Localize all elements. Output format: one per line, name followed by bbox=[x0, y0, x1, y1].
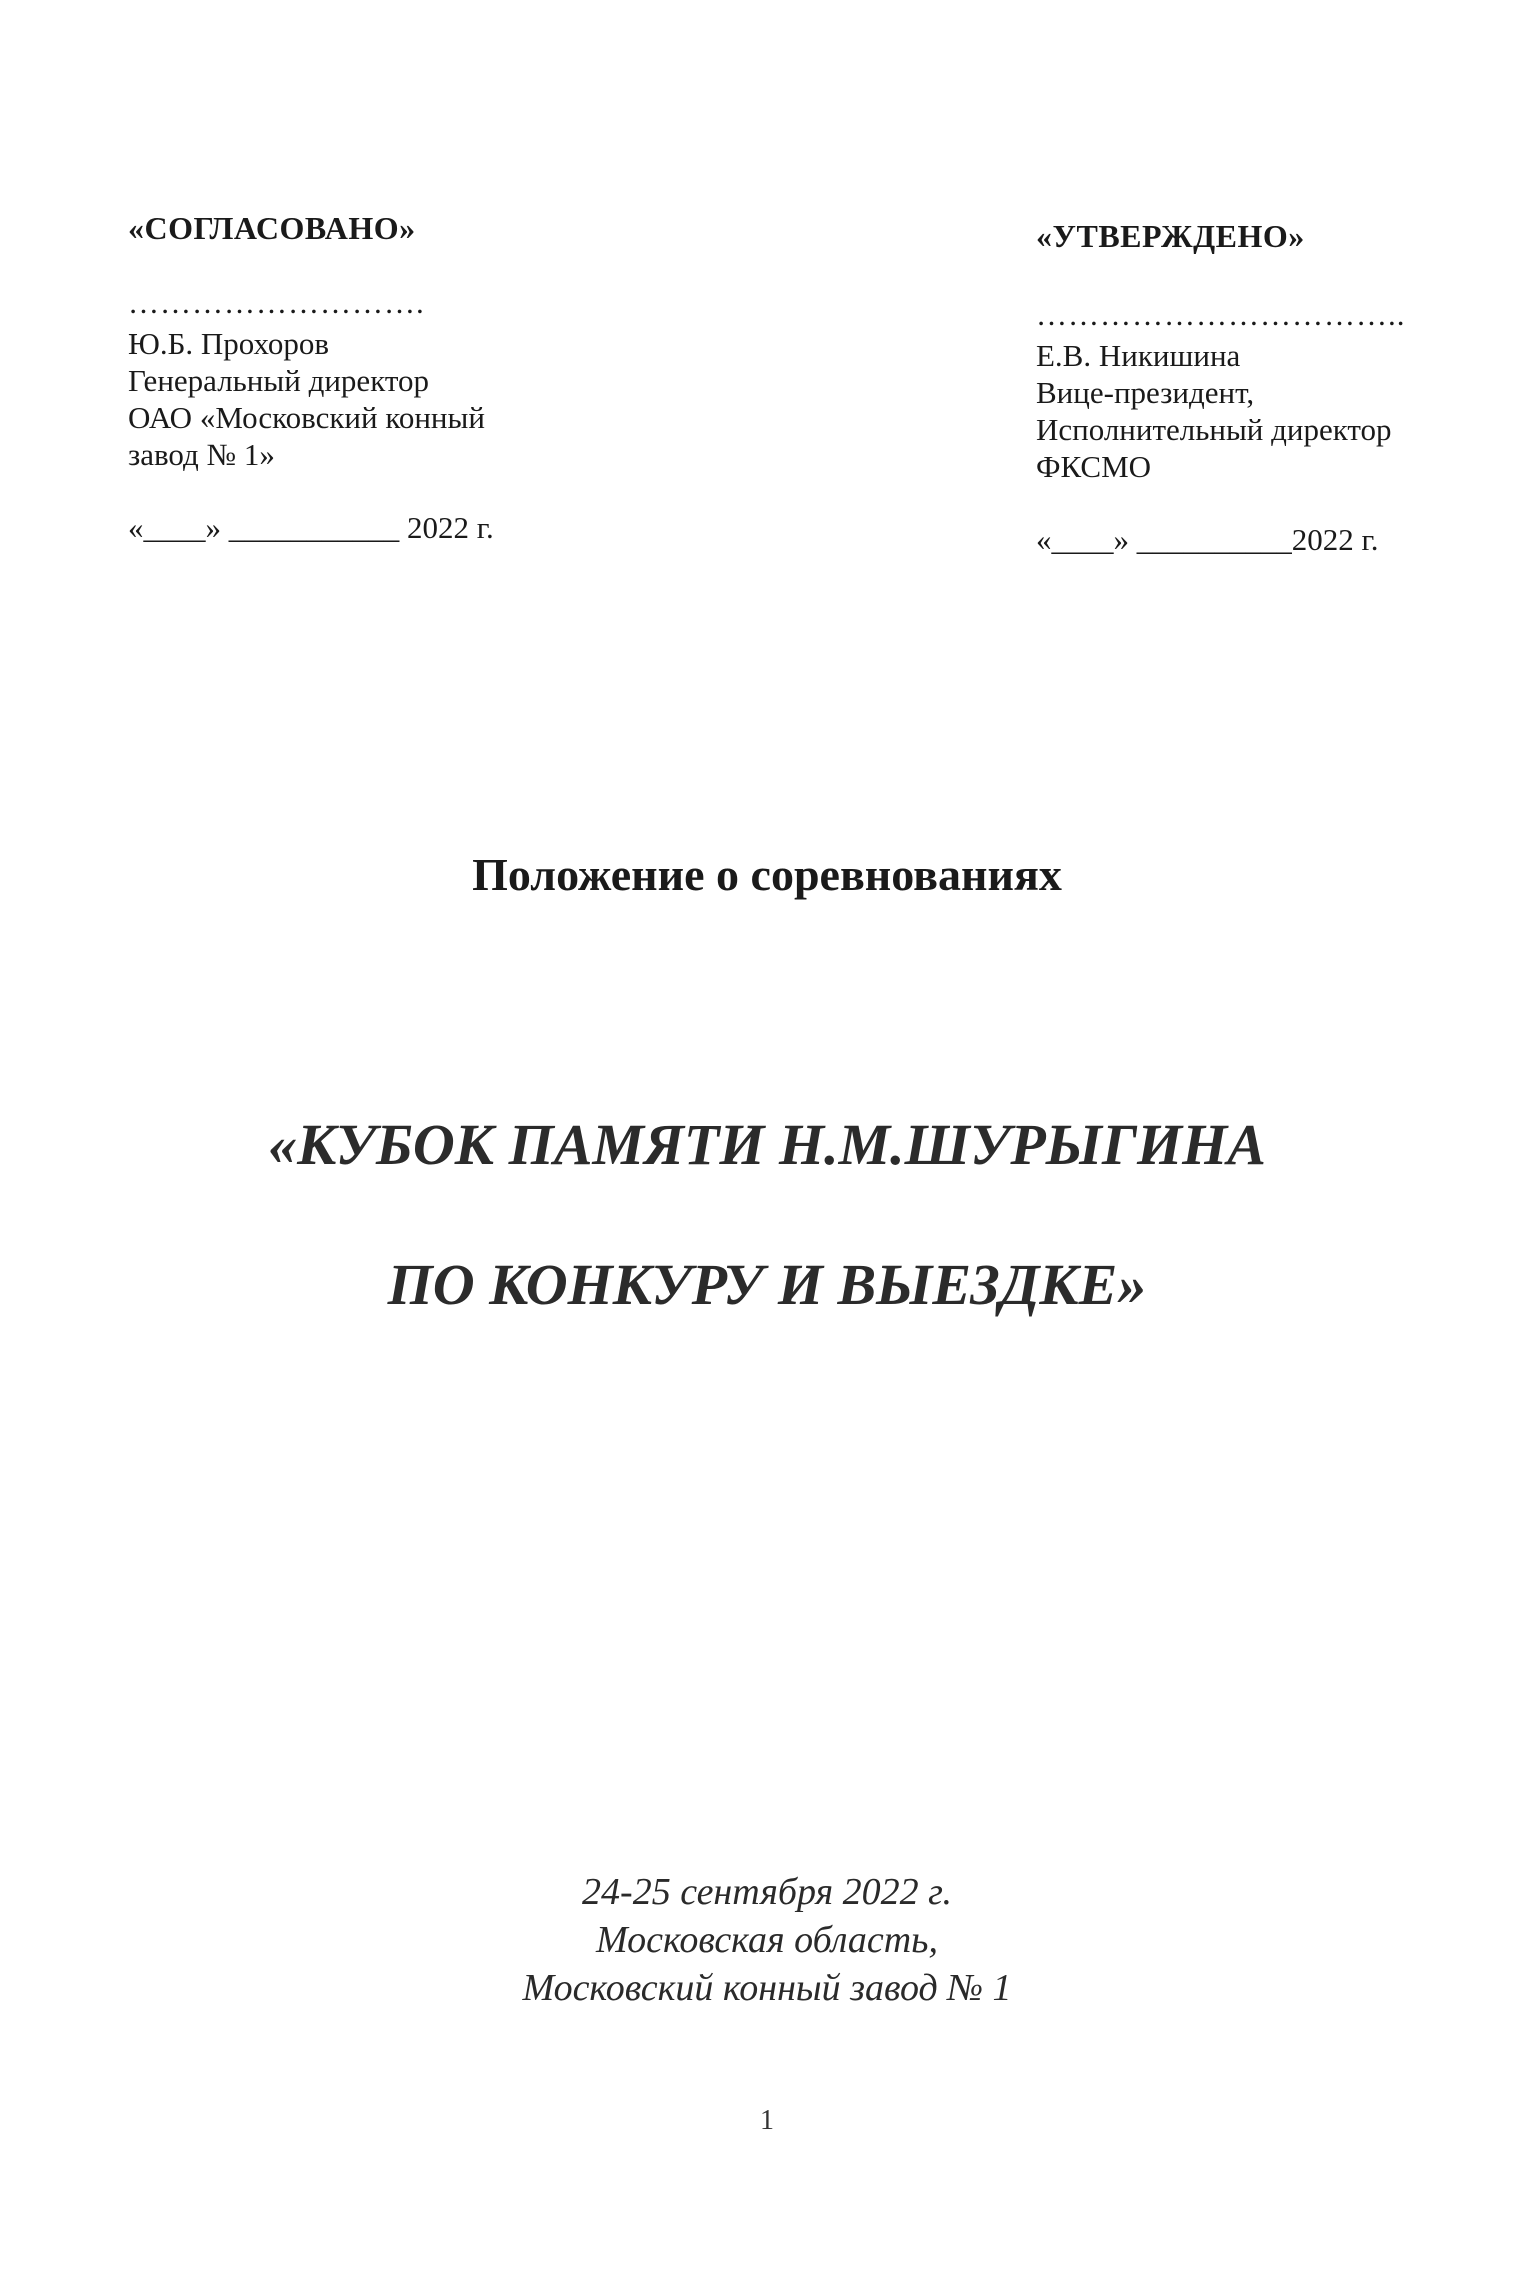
document-title: Положение о соревнованиях bbox=[472, 849, 1062, 900]
event-name-line: ПО КОНКУРУ И ВЫЕЗДКЕ» bbox=[387, 1252, 1147, 1317]
signatory-name: Ю.Б. Прохоров bbox=[128, 326, 329, 361]
approval-heading: «СОГЛАСОВАНО» bbox=[128, 210, 416, 246]
event-region: Московская область, bbox=[596, 1919, 938, 1961]
signatory-position-line: ФКСМО bbox=[1036, 449, 1152, 484]
signatory-position-line: ОАО «Московский конный bbox=[128, 400, 485, 435]
approval-date: «____» __________2022 г. bbox=[1036, 522, 1379, 557]
approval-heading: «УТВЕРЖДЕНО» bbox=[1036, 218, 1305, 254]
signature-line: ………………………. bbox=[128, 285, 425, 320]
signatory-position-line: Исполнительный директор bbox=[1036, 412, 1392, 447]
event-venue: Московский конный завод № 1 bbox=[522, 1967, 1012, 2009]
signatory-name: Е.В. Никишина bbox=[1036, 338, 1241, 373]
approval-block-approved bbox=[1036, 218, 1506, 558]
approval-block-agreed bbox=[128, 210, 688, 546]
signatory-position-line: Генеральный директор bbox=[128, 363, 429, 398]
event-name-line: «КУБОК ПАМЯТИ Н.М.ШУРЫГИНА bbox=[268, 1112, 1266, 1177]
page-number: 1 bbox=[760, 2105, 774, 2136]
event-date-location bbox=[0, 1868, 1534, 2012]
signature-line: …………………………….. bbox=[1036, 297, 1406, 332]
signatory-position-line: завод № 1» bbox=[128, 437, 275, 472]
event-date: 24-25 сентября 2022 г. bbox=[582, 1871, 952, 1913]
signatory-position-line: Вице-президент, bbox=[1036, 375, 1255, 410]
approval-date: «____» ___________ 2022 г. bbox=[128, 510, 494, 545]
